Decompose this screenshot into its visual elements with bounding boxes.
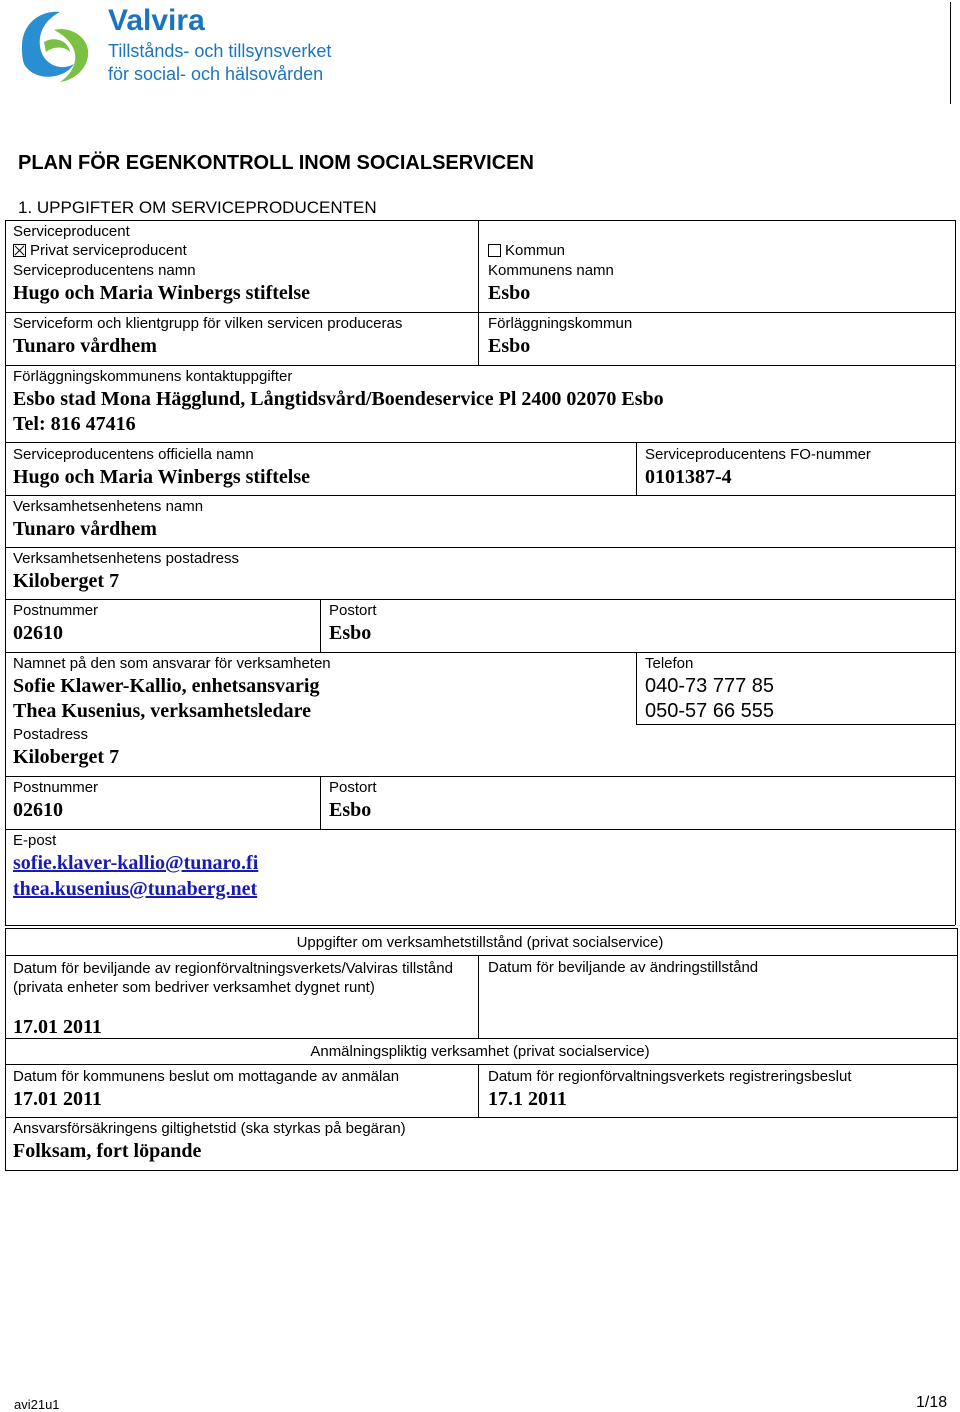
divider — [5, 1038, 958, 1039]
divider — [320, 776, 321, 829]
divider — [320, 599, 321, 652]
divider — [636, 652, 637, 724]
placement-contact-2: Tel: 816 47416 — [13, 413, 136, 435]
divider — [5, 547, 955, 548]
unit-name-label: Verksamhetsenhetens namn — [13, 498, 204, 515]
divider — [5, 312, 955, 313]
unit-address: Kiloberget 7 — [13, 570, 120, 592]
post-office-label: Postort — [329, 602, 377, 619]
unit-address-label: Verksamhetsenhetens postadress — [13, 550, 239, 567]
license-heading: Uppgifter om verksamhetstillstånd (privat socialservice) — [296, 934, 664, 951]
notification-heading: Anmälningspliktig verksamhet (privat socialservice) — [310, 1043, 650, 1060]
placement-municipality: Esbo — [488, 335, 531, 357]
frame-right — [957, 928, 958, 1171]
post-office2-label: Postort — [329, 779, 377, 796]
official-name-label: Serviceproducentens officiella namn — [13, 446, 254, 463]
checkbox-checked-icon[interactable] — [13, 244, 26, 257]
municipal-decision-label: Datum för kommunens beslut om mottagande av anmälan — [13, 1068, 400, 1085]
frame-top — [5, 928, 958, 929]
service-form-label: Serviceform och klientgrupp för vilken servicen produceras — [13, 315, 403, 332]
postal-code-label: Postnummer — [13, 602, 99, 619]
municipal-label: Kommun — [505, 242, 566, 259]
frame-right — [955, 220, 956, 925]
postal-code2: 02610 — [13, 799, 63, 821]
divider — [5, 776, 955, 777]
frame-left — [5, 220, 6, 925]
email-label: E-post — [13, 832, 57, 849]
responsible-1: Sofie Klawer-Kallio, enhetsansvarig — [13, 675, 320, 697]
divider — [478, 955, 479, 1039]
post-office2: Esbo — [329, 799, 372, 821]
fo-number: 0101387-4 — [645, 466, 732, 488]
registration: 17.1 2011 — [488, 1088, 567, 1110]
email-link-2[interactable]: thea.kusenius@tunaberg.net — [13, 878, 258, 900]
insurance: Folksam, fort löpande — [13, 1140, 202, 1162]
phone-label: Telefon — [645, 655, 694, 672]
private-producer-label: Privat serviceproducent — [30, 242, 187, 259]
page-title: PLAN FÖR EGENKONTROLL INOM SOCIALSERVICEN — [18, 152, 534, 174]
divider — [5, 1117, 958, 1118]
municipal-option[interactable] — [488, 242, 565, 259]
municipality-name-label: Kommunens namn — [488, 262, 614, 279]
postal-address-label: Postadress — [13, 726, 89, 743]
postal-code: 02610 — [13, 622, 63, 644]
municipality-name: Esbo — [488, 282, 531, 304]
email-link-1[interactable]: sofie.klaver-kallio@tunaro.fi — [13, 852, 259, 874]
fo-number-label: Serviceproducentens FO-nummer — [645, 446, 871, 463]
brand-subtitle-2: för social- och hälsovården — [108, 64, 324, 84]
producer-name-label: Serviceproducentens namn — [13, 262, 196, 279]
divider — [5, 955, 958, 956]
page-number: 1/18 — [916, 1394, 948, 1411]
divider — [5, 365, 955, 366]
post-office: Esbo — [329, 622, 372, 644]
brand-name: Valvira — [108, 4, 205, 37]
phone-1: 040-73 777 85 — [645, 675, 775, 697]
postal-address: Kiloberget 7 — [13, 746, 120, 768]
frame-bottom — [5, 1170, 958, 1171]
divider — [478, 220, 479, 365]
divider — [5, 495, 955, 496]
divider — [5, 442, 955, 443]
footer-code: avi21u1 — [14, 1397, 60, 1412]
phone-2: 050-57 66 555 — [645, 700, 775, 722]
divider — [636, 724, 955, 725]
change-date-label: Datum för beviljande av ändringstillstånd — [488, 959, 759, 976]
insurance-label: Ansvarsförsäkringens giltighetstid (ska styrkas på begäran) — [13, 1120, 406, 1137]
grant-date: 17.01 2011 — [13, 1016, 102, 1038]
official-name: Hugo och Maria Winbergs stiftelse — [13, 466, 311, 488]
header-right-rule — [950, 2, 951, 104]
divider — [5, 599, 955, 600]
divider — [478, 1064, 479, 1118]
producer-type-label: Serviceproducent — [13, 223, 130, 240]
divider — [636, 442, 637, 496]
divider — [5, 829, 955, 830]
section-heading: 1. UPPGIFTER OM SERVICEPRODUCENTEN — [18, 198, 377, 217]
producer-name: Hugo och Maria Winbergs stiftelse — [13, 282, 311, 304]
valvira-logo-icon — [14, 6, 96, 88]
frame-top — [5, 220, 955, 221]
postal-code2-label: Postnummer — [13, 779, 99, 796]
responsible-label: Namnet på den som ansvarar för verksamheten — [13, 655, 331, 672]
checkbox-empty-icon[interactable] — [488, 244, 501, 257]
unit-name: Tunaro vårdhem — [13, 518, 157, 540]
frame-bottom — [5, 925, 955, 926]
placement-municipality-label: Förläggningskommun — [488, 315, 633, 332]
grant-date-label: Datum för beviljande av regionförvaltningsverkets/Valviras tillstånd (privata enheter som bedriver verksamhet dygnet runt) — [13, 960, 453, 996]
divider — [5, 652, 955, 653]
divider — [5, 1064, 958, 1065]
service-form: Tunaro vårdhem — [13, 335, 157, 357]
municipal-decision: 17.01 2011 — [13, 1088, 102, 1110]
responsible-2: Thea Kusenius, verksamhetsledare — [13, 700, 311, 722]
registration-label: Datum för regionförvaltningsverkets registreringsbeslut — [488, 1068, 852, 1085]
placement-contact-label: Förläggningskommunens kontaktuppgifter — [13, 368, 293, 385]
private-producer-option[interactable] — [13, 242, 187, 259]
placement-contact-1: Esbo stad Mona Hägglund, Långtidsvård/Boendeservice Pl 2400 02070 Esbo — [13, 388, 664, 410]
brand-subtitle-1: Tillstånds- och tillsynsverket — [108, 41, 332, 61]
